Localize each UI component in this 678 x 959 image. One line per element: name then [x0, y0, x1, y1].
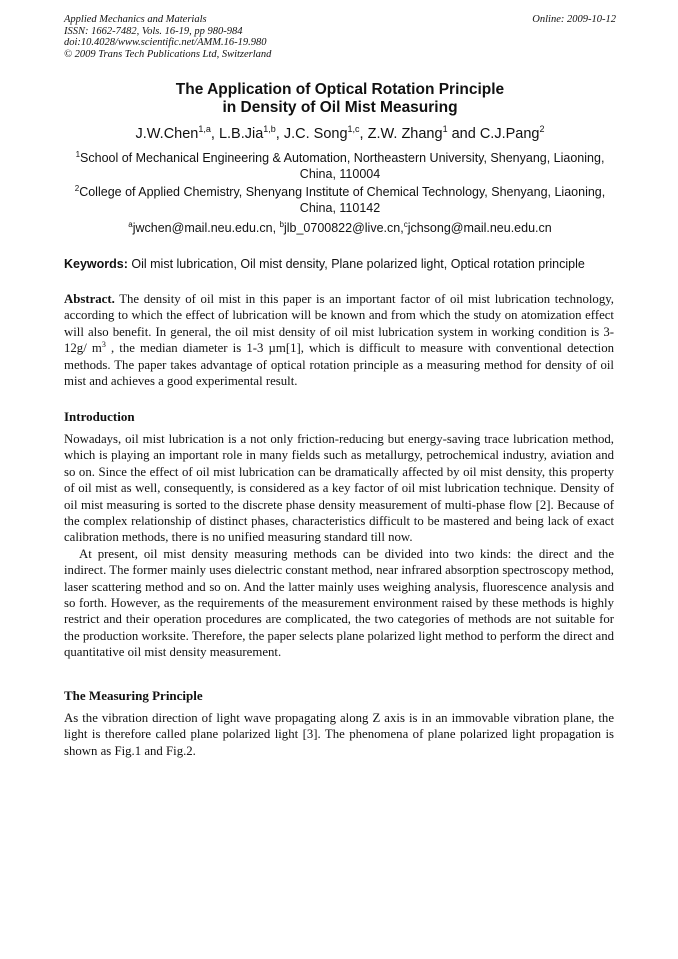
- author-separator: ,: [359, 126, 368, 142]
- author-affiliation-mark: 1: [442, 124, 448, 134]
- keywords: [64, 256, 614, 272]
- author-separator: and: [447, 126, 480, 142]
- section-heading-measuring-principle: The Measuring Principle: [64, 688, 203, 703]
- paper-title: [64, 81, 616, 117]
- affiliation-1: [64, 150, 616, 182]
- author-list: [64, 125, 616, 143]
- keywords-label: Keywords:: [64, 257, 128, 271]
- author-separator: ,: [210, 126, 219, 142]
- doi-line[interactable]: doi:10.4028/www.scientific.net/AMM.16-19.980: [64, 37, 267, 48]
- author-affiliation-mark: 2: [539, 124, 545, 134]
- abstract-label: Abstract.: [64, 292, 115, 306]
- email-mark: b: [279, 220, 284, 229]
- title-line-2: in Density of Oil Mist Measuring: [222, 99, 458, 116]
- intro-paragraph-1: Nowadays, oil mist lubrication is a not only friction-reducing but energy-saving trace lubrication method, which is playing an important role in many fields such as metallurgy, petrochemical industry, aviation and so on. Since the effect of oil mist lubrication can be dramatically affected by oil mist density, this property of oil mist as well, consequently, is considered as a key factor of oil mist lubrication technique. Density of oil mist measuring is sorted to the discrete phase density measurement of multi-phase flow [2]. Because of the complex relationship of distinct phases, characteristics difficult to be mastered and being lack of exact calibration methods, there is no unified measuring standard till now.: [64, 432, 614, 545]
- author-name: J.W.Chen: [135, 126, 199, 142]
- keywords-text: Oil mist lubrication, Oil mist density, Plane polarized light, Optical rotation principle: [127, 257, 585, 271]
- section-heading-introduction: Introduction: [64, 409, 135, 424]
- email-mark: a: [128, 220, 133, 229]
- affiliation-mark: 2: [74, 184, 80, 193]
- author-affiliation-mark: 1,c: [347, 124, 360, 134]
- author-name: Z.W. Zhang: [367, 126, 443, 142]
- unit-exponent: 3: [101, 340, 106, 350]
- affiliation-text: School of Mechanical Engineering & Automation, Northeastern University, Shenyang, Liaoning, China, 110004: [80, 151, 605, 181]
- abstract-paragraph: [64, 291, 614, 389]
- journal-header: [64, 14, 271, 60]
- email-address[interactable]: jlb_0700822@live.cn,: [283, 221, 404, 235]
- measuring-paragraph-1: As the vibration direction of light wave propagating along Z axis is in an immovable vibration plane, the light is therefore called plane polarized light [3]. The phenomena of plane polarized light propagation is shown as Fig.1 and Fig.2.: [64, 711, 614, 758]
- author-name: C.J.Pang: [479, 126, 540, 142]
- author-name: L.B.Jia: [218, 126, 264, 142]
- online-date: Online: 2009-10-12: [532, 14, 616, 25]
- abstract-text-1: The density of oil mist in this paper is an important factor of oil mist lubrication technology, according to which the effect of lubrication will be known and from which the study on atomization effect will also benefit. In general, the oil mist density of oil mist lubrication system in working condition is 3-12g/ m: [64, 292, 614, 356]
- journal-name: Applied Mechanics and Materials: [64, 14, 207, 25]
- measuring-principle-section: [64, 710, 614, 759]
- affiliation-mark: 1: [75, 150, 81, 159]
- affiliation-2: [64, 184, 616, 216]
- email-mark: c: [403, 220, 408, 229]
- intro-paragraph-2: At present, oil mist density measuring methods can be divided into two kinds: the direct and the indirect. The former mainly uses dielectric constant method, near infrared absorption spectroscopy method, laser scattering method and so on. And the latter mainly uses weighing analysis, fluorescence analysis and so forth. However, as the requirements of the measurement environment raised by these methods is highly restrict and their operation procedures are complicated, the two categories of methods are not suitable for the production worksite. Therefore, the paper selects plane polarized light method to perform the direct and quantitative oil mist density measurement.: [64, 546, 614, 660]
- abstract-text-2: , the median diameter is 1-3 µm[1], which is difficult to measure with conventional detection methods. The paper takes advantage of optical rotation principle as a measuring method for density of oil mist and achieves a good experimental result.: [64, 341, 614, 389]
- email-address[interactable]: jchsong@mail.neu.edu.cn: [407, 221, 552, 235]
- abstract: [64, 291, 614, 389]
- author-affiliation-mark: 1,a: [198, 124, 211, 134]
- author-separator: ,: [275, 126, 284, 142]
- affiliation-text: College of Applied Chemistry, Shenyang Institute of Chemical Technology, Shenyang, Liaoning, China, 110142: [79, 185, 606, 215]
- issn-line: ISSN: 1662-7482, Vols. 16-19, pp 980-984: [64, 25, 243, 37]
- introduction-section: [64, 431, 614, 661]
- copyright-line: © 2009 Trans Tech Publications Ltd, Switzerland: [64, 48, 272, 60]
- email-list: [64, 220, 616, 236]
- title-line-1: The Application of Optical Rotation Principle: [175, 81, 505, 98]
- email-address[interactable]: jwchen@mail.neu.edu.cn,: [132, 221, 280, 235]
- author-name: J.C. Song: [283, 126, 348, 142]
- author-affiliation-mark: 1,b: [263, 124, 276, 134]
